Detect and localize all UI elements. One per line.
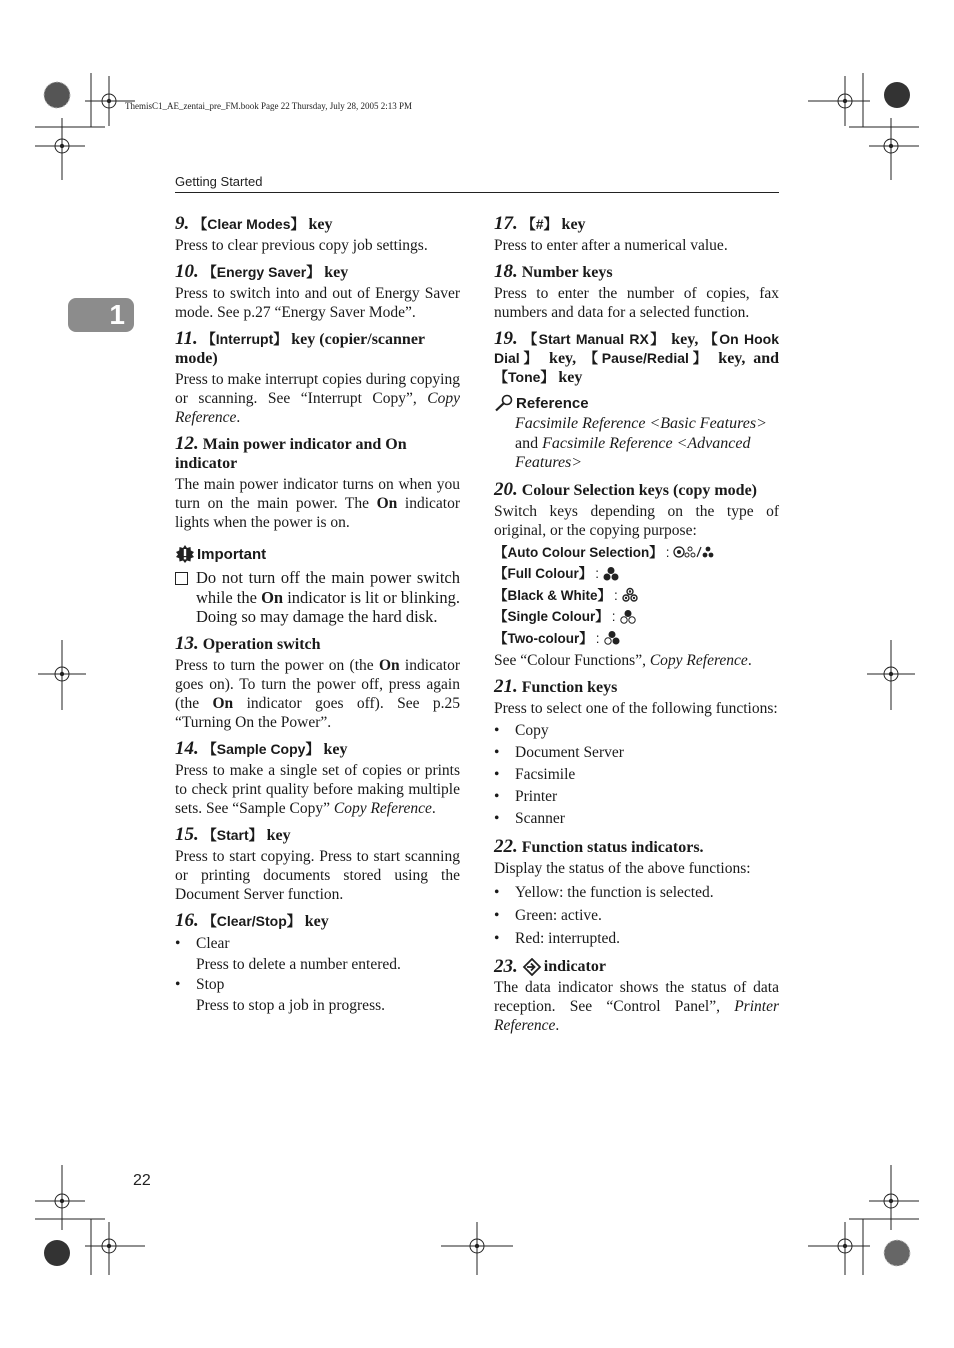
heading-text: key xyxy=(300,912,329,930)
item-number: 11. xyxy=(175,328,198,349)
body-end: . xyxy=(555,1017,560,1034)
heading-text: key xyxy=(554,369,583,386)
colour-key-list xyxy=(494,542,779,650)
key-colon: : xyxy=(614,587,618,603)
full-colour-icon xyxy=(602,566,620,582)
manual-reference: Copy Reference xyxy=(175,390,460,426)
item-body xyxy=(494,978,779,1035)
clear-stop-list xyxy=(175,933,460,1015)
item-body: Press to enter the number of copies, fax numbers and data for a selected function. xyxy=(494,285,779,321)
item-15 xyxy=(175,825,460,904)
reference-label: Reference xyxy=(516,394,589,412)
important-note xyxy=(175,568,460,627)
black-white-icon xyxy=(621,587,639,603)
item-number: 21. xyxy=(494,676,518,697)
item-17 xyxy=(494,214,779,255)
list-item xyxy=(175,933,460,974)
on-label: On xyxy=(261,587,284,607)
note-text: indicator is lit or blinking. Doing so may damage the hard disk. xyxy=(196,587,460,626)
important-label: Important xyxy=(197,545,267,563)
body-text: and xyxy=(515,434,543,452)
item-number: 9. xyxy=(175,213,190,234)
heading-text: key, xyxy=(541,350,584,367)
data-in-icon xyxy=(522,958,542,976)
colour-key-two xyxy=(494,628,779,650)
item-body: Press to clear previous copy job settings. xyxy=(175,237,428,254)
item-number: 19. xyxy=(494,328,518,349)
key-label: 【Pause/Redial】 xyxy=(583,350,711,366)
item-14 xyxy=(175,739,460,818)
key-label: 【Start】 xyxy=(202,826,263,843)
key-label: 【Clear/Stop】 xyxy=(202,912,301,929)
list-item: • Scanner xyxy=(494,808,779,830)
key-label: 【#】 xyxy=(521,216,558,232)
item-10 xyxy=(175,262,460,322)
item-20 xyxy=(494,480,779,671)
right-column xyxy=(494,214,779,1042)
header-rule xyxy=(175,192,779,193)
colour-key-single xyxy=(494,606,779,628)
item-body: Switch keys depending on the type of original, or the copying purpose: xyxy=(494,502,779,539)
key-label: 【Auto Colour Selection】 xyxy=(494,544,663,560)
on-label: On xyxy=(212,694,234,712)
file-info: ThemisC1_AE_zentai_pre_FM.book Page 22 Thursday, July 28, 2005 2:13 PM xyxy=(125,101,412,111)
item-number: 22. xyxy=(494,836,518,857)
item-body xyxy=(175,475,460,532)
status-list xyxy=(494,881,779,950)
reference-body xyxy=(515,414,779,473)
heading-text: Operation switch xyxy=(202,635,321,653)
item-number: 17. xyxy=(494,213,518,234)
item-19 xyxy=(494,329,779,387)
auto-colour-icon xyxy=(673,545,717,559)
body-end: . xyxy=(236,409,241,426)
running-header: Getting Started xyxy=(175,174,263,189)
list-item: • Green: active. xyxy=(494,904,779,927)
key-label: 【Tone】 xyxy=(494,369,555,385)
body-text: See “Colour Functions”, xyxy=(494,652,650,669)
item-number: 13. xyxy=(175,632,199,654)
item-body: Press to select one of the following functions: xyxy=(494,700,778,717)
function-key-list xyxy=(494,720,779,830)
on-label: On xyxy=(378,656,400,674)
key-label: 【Two-colour】 xyxy=(494,630,593,646)
list-item: • Printer xyxy=(494,786,779,808)
key-label: 【Single Colour】 xyxy=(494,609,609,624)
heading-text: key, and xyxy=(710,350,779,367)
body-end: . xyxy=(431,799,436,817)
item-number: 16. xyxy=(175,909,199,931)
key-label: 【Black & White】 xyxy=(494,587,612,603)
body-text: indicator lights when the power is on. xyxy=(175,495,461,531)
item-body: Press to enter after a numerical value. xyxy=(494,237,728,254)
heading-text: indicator xyxy=(543,958,606,975)
heading-text: key, xyxy=(665,331,704,348)
heading-text: Function keys xyxy=(521,679,618,696)
item-body: Press to switch into and out of Energy Saver mode. See p.27 “Energy Saver Mode”. xyxy=(175,285,460,321)
item-number: 10. xyxy=(175,261,199,282)
chapter-tab-number: 1 xyxy=(109,299,125,330)
heading-text: Function status indicators. xyxy=(521,839,704,856)
heading-text: key xyxy=(304,216,333,233)
two-colour-icon xyxy=(603,630,621,646)
page-number: 22 xyxy=(133,1172,151,1189)
item-body xyxy=(175,656,460,732)
list-item: • Facsimile xyxy=(494,764,779,786)
item-22 xyxy=(494,837,779,950)
key-label: 【On Hook Dial】 xyxy=(494,331,779,366)
manual-reference: Printer Reference xyxy=(494,998,779,1034)
item-13 xyxy=(175,634,460,732)
item-number: 23. xyxy=(494,956,518,977)
heading-text: key xyxy=(319,740,348,758)
magnifier-icon xyxy=(494,394,514,412)
item-number: 15. xyxy=(175,823,199,845)
body-text: The data indicator shows the status of data reception. See “Control Panel”, xyxy=(494,979,779,1015)
colour-key-black-white xyxy=(494,585,779,607)
body-end: . xyxy=(747,652,752,669)
list-item: • Copy xyxy=(494,720,779,742)
list-item: • Red: interrupted. xyxy=(494,927,779,950)
manual-reference: Copy Reference xyxy=(333,799,432,817)
body-text: Press to turn the power on (the xyxy=(175,656,379,674)
key-label: 【Full Colour】 xyxy=(494,566,593,581)
single-colour-icon xyxy=(619,609,637,625)
reference-heading xyxy=(494,394,779,412)
left-column xyxy=(175,214,460,1022)
key-label: 【Clear Modes】 xyxy=(193,216,305,232)
key-colon: : xyxy=(611,609,616,624)
colour-key-auto xyxy=(494,542,779,564)
list-item xyxy=(175,974,460,1015)
item-21 xyxy=(494,677,779,830)
heading-text: key xyxy=(320,264,349,281)
key-label: 【Energy Saver】 xyxy=(202,264,321,280)
item-body xyxy=(175,761,460,818)
key-label: 【Sample Copy】 xyxy=(202,740,320,757)
item-body: Press to start copying. Press to start scanning or printing documents stored using the Document Server function. xyxy=(175,847,460,903)
body-text: The main power indicator turns on when you turn on the main power. The xyxy=(175,476,460,512)
see-also xyxy=(494,651,779,670)
list-item-desc: Press to delete a number entered. xyxy=(196,955,401,973)
body-text: Press to make interrupt copies during copying or scanning. See “Interrupt Copy”, xyxy=(175,371,460,407)
item-18 xyxy=(494,262,779,322)
colour-key-full xyxy=(494,563,779,585)
note-text: Do not turn off the main power switch while the xyxy=(196,568,460,607)
item-number: 18. xyxy=(494,261,518,282)
item-11 xyxy=(175,329,460,427)
item-body: Display the status of the above functions: xyxy=(494,860,751,877)
on-label: On xyxy=(376,495,398,512)
body-text: indicator goes on). To turn the power off, press again (the xyxy=(175,656,460,712)
heading-text: key xyxy=(557,216,586,233)
important-heading xyxy=(175,544,460,564)
chapter-tab xyxy=(68,298,134,332)
heading-text: Number keys xyxy=(521,264,613,281)
list-item: • Document Server xyxy=(494,742,779,764)
item-12 xyxy=(175,434,460,532)
body-text: indicator goes off). See p.25 “Turning On the Power”. xyxy=(175,694,460,731)
list-item-desc: Press to stop a job in progress. xyxy=(196,996,386,1014)
item-9 xyxy=(175,214,460,255)
item-number: 12. xyxy=(175,433,199,454)
list-item: • Yellow: the function is selected. xyxy=(494,881,779,904)
item-body xyxy=(175,370,460,427)
checkbox-icon xyxy=(175,572,188,585)
item-23 xyxy=(494,957,779,1035)
item-number: 20. xyxy=(494,478,518,500)
manual-reference: Facsimile Reference <Advanced Features> xyxy=(515,434,751,471)
key-colon: : xyxy=(595,630,600,646)
heading-text: key xyxy=(262,826,291,844)
key-colon: : xyxy=(595,566,600,581)
key-colon: : xyxy=(665,544,670,560)
manual-reference: Facsimile Reference <Basic Features> xyxy=(515,415,767,432)
key-label: 【Start Manual RX】 xyxy=(521,331,666,347)
key-label: 【Interrupt】 xyxy=(201,331,288,347)
manual-reference: Copy Reference xyxy=(649,652,748,669)
item-number: 14. xyxy=(175,737,199,759)
heading-text: key (copier/scanner mode) xyxy=(175,331,425,367)
important-icon xyxy=(175,544,195,564)
heading-text: Colour Selection keys (copy mode) xyxy=(521,481,757,499)
list-item-label: Clear xyxy=(196,934,230,952)
item-16 xyxy=(175,911,460,1015)
list-item-label: Stop xyxy=(196,975,225,993)
body-text: Press to make a single set of copies or prints to check print quality before making multiple sets. See “Sample Copy” xyxy=(175,761,460,817)
heading-text: Main power indicator and On indicator xyxy=(175,436,407,472)
